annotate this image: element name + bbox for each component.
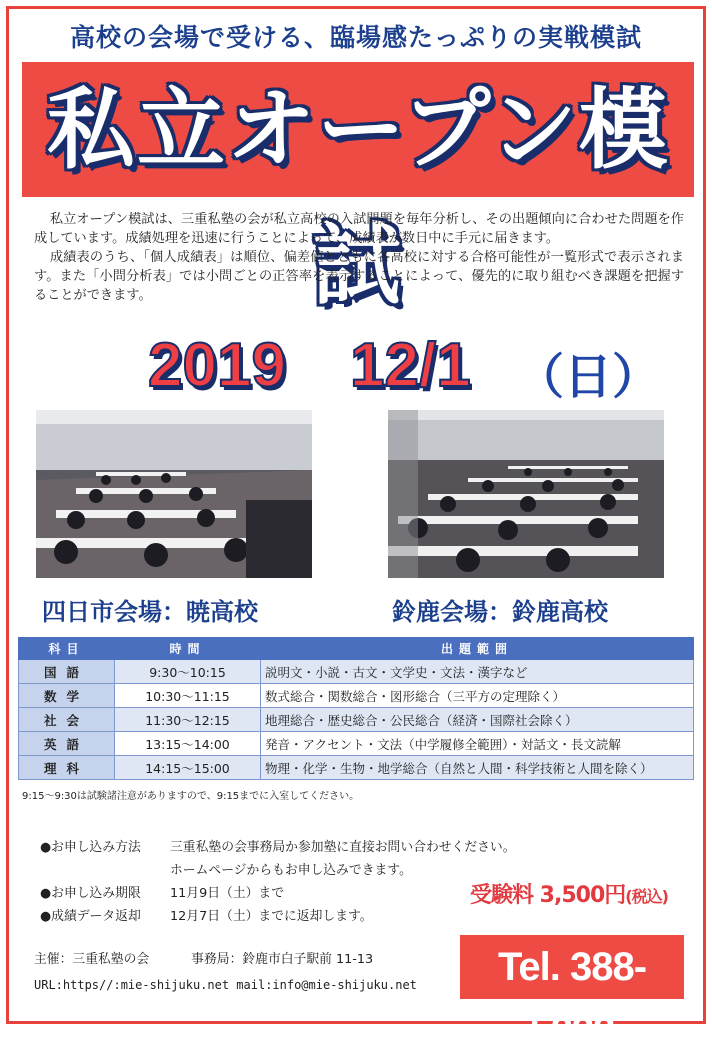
apply-deadline-text: 11月9日（土）まで bbox=[170, 886, 285, 901]
apply-method-row bbox=[40, 836, 516, 859]
organizer-info bbox=[34, 948, 373, 967]
venue-yokkaichi: 四日市会場：暁高校 bbox=[42, 598, 258, 626]
apply-method-row-2 bbox=[40, 859, 516, 882]
table-row bbox=[19, 660, 694, 684]
organizer-host: 主催：三重私塾の会 bbox=[34, 952, 150, 967]
apply-method-text-2: ホームページからもお申し込みできます。 bbox=[170, 863, 412, 878]
range-cell: 説明文・小説・古文・文学史・文法・漢字など bbox=[261, 660, 694, 684]
page-title: 私立オープン模試 bbox=[46, 78, 670, 316]
fee-amount: 受験料 3,500円 bbox=[470, 883, 626, 908]
intro-paragraph-1: 私立オープン模試は、三重私塾の会が私立高校の入試問題を毎年分析し、その出題傾向に合わせた問題を作成しています。成績処理を迅速に行うことによって、成績表が数日中に手元に届きます。 bbox=[34, 212, 684, 246]
contact-url[interactable]: URL:https//:mie-shijuku.net mail:info@mie-shijuku.net bbox=[34, 978, 417, 992]
apply-method-text: 三重私塾の会事務局か参加塾に直接お問い合わせください。 bbox=[170, 840, 516, 855]
table-row bbox=[19, 732, 694, 756]
exam-fee bbox=[470, 878, 668, 909]
range-cell: 発音・アクセント・文法（中学履修全範囲）・対話文・長文読解 bbox=[261, 732, 694, 756]
subject-cell: 数学 bbox=[19, 684, 115, 708]
time-cell: 11:30～12:15 bbox=[115, 708, 261, 732]
application-info bbox=[40, 836, 516, 928]
apply-method-label: ●お申し込み方法 bbox=[40, 840, 141, 855]
subject-cell: 英語 bbox=[19, 732, 115, 756]
tel-banner bbox=[460, 935, 684, 1053]
schedule-header-row bbox=[19, 638, 694, 660]
time-cell: 10:30～11:15 bbox=[115, 684, 261, 708]
range-cell: 物理・化学・生物・地学総合（自然と人間・科学技術と人間を除く） bbox=[261, 756, 694, 780]
date-weekday: （日） bbox=[516, 349, 661, 405]
date-month-day: 12/1 bbox=[350, 331, 471, 400]
header-subject: 科目 bbox=[19, 638, 115, 660]
venue-photo-yokkaichi bbox=[36, 410, 312, 578]
time-cell: 9:30～10:15 bbox=[115, 660, 261, 684]
header-range: 出題範囲 bbox=[261, 638, 694, 660]
subject-cell: 理科 bbox=[19, 756, 115, 780]
table-row bbox=[19, 708, 694, 732]
tel-number[interactable]: Tel. 388-5233 bbox=[497, 945, 647, 1053]
apply-deadline-row bbox=[40, 882, 516, 905]
range-cell: 地理総合・歴史総合・公民総合（経済・国際社会除く） bbox=[261, 708, 694, 732]
venue-suzuka: 鈴鹿会場：鈴鹿高校 bbox=[392, 598, 608, 626]
subtitle: 高校の会場で受ける、臨場感たっぷりの実戦模試 bbox=[69, 23, 642, 52]
result-return-text: 12月7日（土）までに返却します。 bbox=[170, 909, 373, 924]
schedule-table bbox=[18, 637, 694, 780]
table-row bbox=[19, 756, 694, 780]
header-time: 時間 bbox=[115, 638, 261, 660]
intro-paragraph-2: 成績表のうち、「個人成績表」は順位、偏差値とともに各高校に対する合格可能性が一覧形式で表示されます。また「小問分析表」では小問ごとの正答率を表示することによって、優先的に取り組むべき課題を把握することができます。 bbox=[34, 250, 684, 303]
subject-cell: 国語 bbox=[19, 660, 115, 684]
organizer-office: 事務局：鈴鹿市白子駅前 11-13 bbox=[191, 952, 374, 967]
subject-cell: 社会 bbox=[19, 708, 115, 732]
venue-photo-suzuka bbox=[388, 410, 664, 578]
result-return-row bbox=[40, 905, 516, 928]
apply-deadline-label: ●お申し込み期限 bbox=[40, 886, 141, 901]
time-cell: 14:15～15:00 bbox=[115, 756, 261, 780]
result-return-label: ●成績データ返却 bbox=[40, 909, 141, 924]
time-cell: 13:15～14:00 bbox=[115, 732, 261, 756]
schedule-note: 9:15～9:30は試験諸注意がありますので、9:15までに入室してください。 bbox=[22, 791, 360, 802]
range-cell: 数式総合・関数総合・図形総合（三平方の定理除く） bbox=[261, 684, 694, 708]
intro-text bbox=[34, 210, 684, 305]
spacer bbox=[40, 859, 170, 882]
fee-tax: (税込) bbox=[625, 887, 668, 906]
date-year: 2019 bbox=[148, 331, 286, 400]
exam-date bbox=[0, 330, 712, 410]
table-row bbox=[19, 684, 694, 708]
